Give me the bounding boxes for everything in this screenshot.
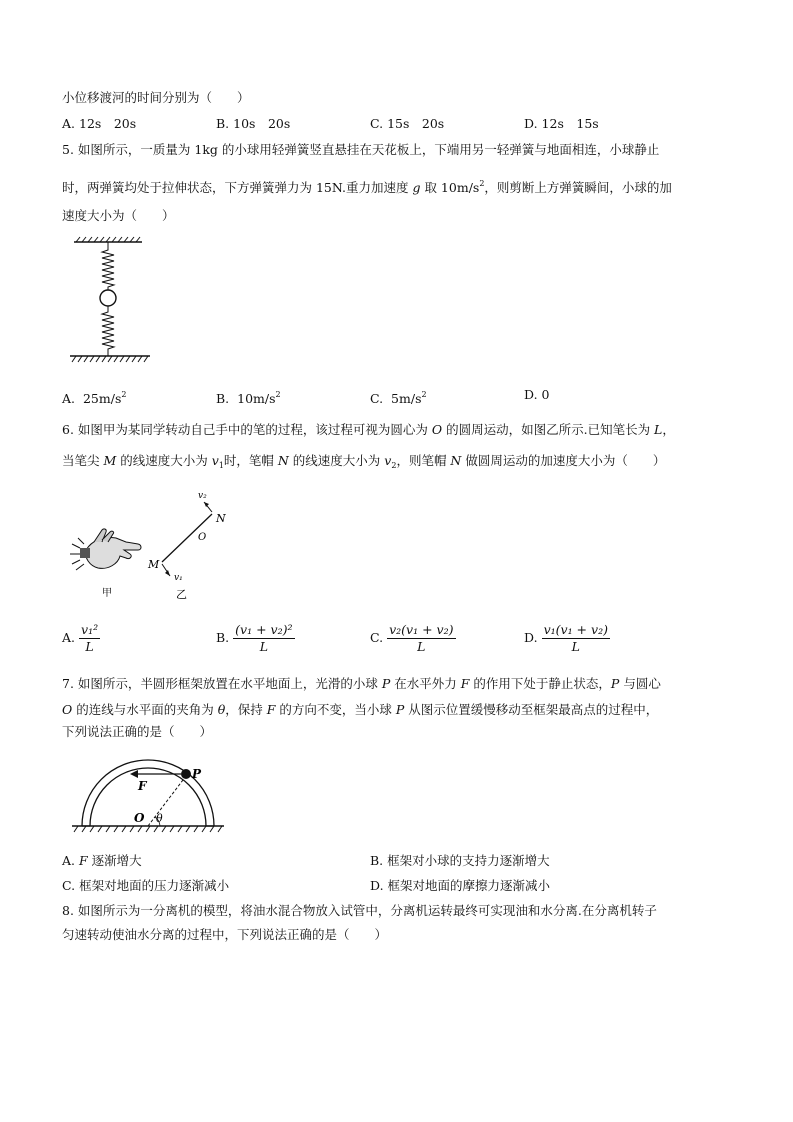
- q8-stem-line1: 8. 如图所示为一分离机的模型，将油水混合物放入试管中，分离机运转最终可实现油和水分离.在分离机转子: [62, 903, 657, 918]
- q7-option-d[interactable]: D. 框架对地面的摩擦力逐渐减小: [370, 878, 551, 893]
- figure-label-jia: 甲: [102, 588, 112, 599]
- q5-option-d[interactable]: D. 0: [524, 387, 550, 402]
- label-f: F: [138, 779, 147, 793]
- q8-stem-line2: 匀速转动使油水分离的过程中，下列说法正确的是（ ）: [62, 927, 388, 942]
- q7-stem-line2: O 的连线与水平面的夹角为 θ，保持 F 的方向不变，当小球 P 从图示位置缓慢移动至框架最高点的过程中，: [62, 702, 659, 717]
- q6-option-a[interactable]: A. $\frac{\text{v₁²}}{L}$: [62, 622, 99, 654]
- semicircle-frame-figure: [68, 754, 228, 838]
- q4-stem-tail: 小位移渡河的时间分别为（ ）: [62, 90, 250, 105]
- q6-option-b[interactable]: B. $\frac{\text{(v₁ + v₂)²}}{L}$: [216, 622, 293, 654]
- q7-option-b[interactable]: B. 框架对小球的支持力逐渐增大: [370, 853, 550, 868]
- q6-option-c[interactable]: C. $\frac{\text{v₂(v₁ + v₂)}}{L}$: [370, 622, 454, 654]
- option-key: D.: [524, 116, 538, 131]
- q6-option-d[interactable]: D. $\frac{\text{v₁(v₁ + v₂)}}{L}$: [524, 622, 608, 654]
- option-text: 12s 20s: [79, 116, 137, 131]
- label-v2: v₂: [198, 491, 207, 501]
- q5-stem-line2: 时，两弹簧均处于拉伸状态，下方弹簧弹力为 15N.重力加速度 g 取 $10m/s^2$，则剪断上方弹簧瞬间，小球的加: [62, 179, 672, 195]
- q7-option-a[interactable]: A. F 逐渐增大: [62, 853, 142, 868]
- q6-stem-line2: 当笔尖 M 的线速度大小为 $v_1$时，笔帽 N 的线速度大小为 $v_2$，则笔帽 N 做圆周运动的加速度大小为（ ）: [62, 453, 666, 470]
- q4-option-b[interactable]: [216, 114, 290, 134]
- q4-option-a[interactable]: [62, 114, 136, 134]
- label-theta: θ: [156, 812, 163, 825]
- option-key: B.: [216, 116, 230, 131]
- hand-icon: [86, 529, 141, 568]
- q5-stem-line1: 5. 如图所示，一质量为 1kg 的小球用轻弹簧竖直悬挂在天花板上，下端用另一轻弹簧与地面相连，小球静止: [62, 142, 660, 157]
- q7-stem-line1: 7. 如图所示，半圆形框架放置在水平地面上，光滑的小球 P 在水平外力 F 的作用下处于静止状态，P 与圆心: [62, 676, 661, 691]
- q5-option-a[interactable]: A. $25m/s^2$: [62, 390, 127, 406]
- option-key: C.: [370, 116, 384, 131]
- option-text: 10s 20s: [233, 116, 291, 131]
- spring-ball-figure: [64, 236, 156, 368]
- pen-rotation-figure: [64, 484, 244, 606]
- label-o: O: [198, 532, 207, 543]
- label-p: P: [192, 767, 202, 781]
- q4-option-c[interactable]: [370, 114, 444, 134]
- q4-option-d[interactable]: [524, 114, 599, 134]
- label-v1: v₁: [174, 573, 183, 583]
- q7-stem-line3: 下列说法正确的是（ ）: [62, 724, 213, 739]
- q6-stem-line1: 6. 如图甲为某同学转动自己手中的笔的过程，该过程可视为圆心为 O 的圆周运动，如图乙所示.已知笔长为 L，: [62, 422, 675, 437]
- option-key: A.: [62, 116, 76, 131]
- q5-option-b[interactable]: B. $10m/s^2$: [216, 390, 281, 406]
- option-text: 12s 15s: [541, 116, 599, 131]
- q5-option-c[interactable]: C. $5m/s^2$: [370, 390, 427, 406]
- figure-label-yi: 乙: [176, 588, 187, 601]
- label-o: O: [134, 811, 145, 825]
- label-m: M: [148, 558, 160, 571]
- option-text: 15s 20s: [387, 116, 445, 131]
- q7-option-c[interactable]: C. 框架对地面的压力逐渐减小: [62, 878, 230, 893]
- label-n: N: [216, 512, 226, 525]
- q5-stem-line3: 速度大小为（ ）: [62, 208, 175, 223]
